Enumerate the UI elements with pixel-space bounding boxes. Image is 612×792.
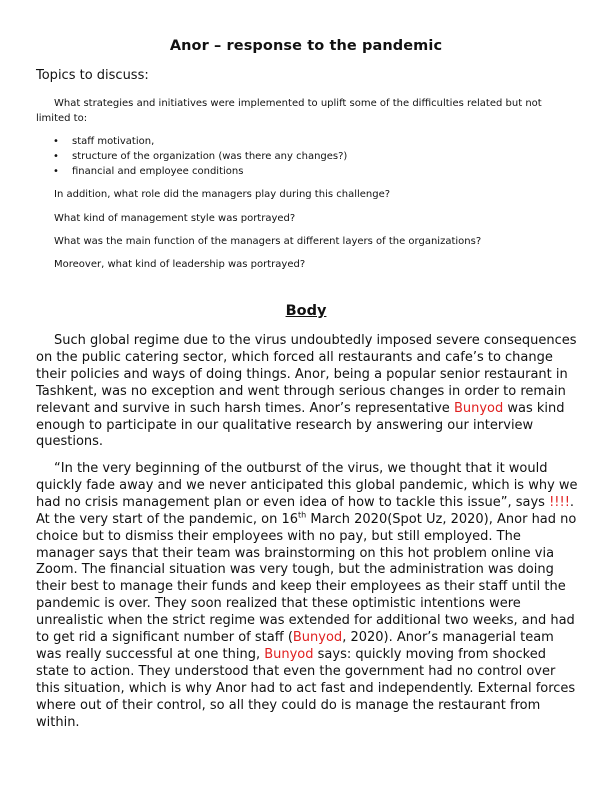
name-highlight: Bunyod: [264, 646, 314, 662]
name-highlight: Bunyod: [453, 400, 504, 416]
name-highlight: Bunyod: [292, 630, 343, 646]
topics-bullet-list: [36, 134, 576, 179]
body-paragraph-1: Such global regime due to the virus undoubtedly imposed severe consequences on the public catering sector, which forced all restaurants and cafe’s to change their policies and ways of doing things. Anor, being a popular senior restaurant in Tashkent, was no exception and went through serious changes in order to remain relevant and survive in such harsh times. Anor’s representative Bunyod was kind enough to participate in our qualitative research by answering our interview questions.: [36, 333, 577, 450]
body-heading: Body: [285, 303, 327, 319]
question-line: What kind of management style was portrayed?: [54, 213, 296, 224]
intro-question: What strategies and initiatives were implemented to uplift some of the difficulties related but not limited to:: [36, 98, 542, 124]
body-paragraph-2: “In the very beginning of the outburst of the virus, we thought that it would quickly fade away and we never anticipated this global pandemic, which is why we had no crisis management plan or even idea of how to tackle this issue”, says !!!!. At the very start of the pandemic, on 16th March 2020(Spot Uz, 2020), Anor had no choice but to dismiss their employees with no pay, but still employed. The manager says that their team was brainstorming on this hot problem online via Zoom. The financial situation was very tough, but the administration was doing their best to manage their funds and keep their employees as their staff until the pandemic is over. They soon realized that these optimistic intentions were unrealistic when the strict regime was extended for additional two weeks, and had to get rid a significant number of staff (Bunyod, 2020). Anor’s managerial team was really successful at one thing, Bunyod says: quickly moving from shocked state to action. They understood that even the government had no control over this situation, which is why Anor had to act fast and independently. External forces where out of their control, so all they could do is manage the restaurant from within.: [36, 461, 578, 730]
document-title: Anor – response to the pandemic: [169, 38, 443, 54]
placeholder-marks: !!!!: [549, 494, 570, 510]
bullet-item: • staff motivation,: [53, 136, 155, 147]
topics-heading: Topics to discuss:: [36, 68, 149, 83]
bullet-dot: •: [53, 151, 59, 162]
question-line: In addition, what role did the managers play during this challenge?: [54, 189, 391, 200]
bullet-dot: •: [53, 136, 59, 147]
bullet-item: • financial and employee conditions: [53, 166, 244, 177]
bullet-item: • structure of the organization (was there any changes?): [53, 151, 348, 162]
question-line: What was the main function of the managers at different layers of the organizations?: [54, 236, 482, 247]
bullet-dot: •: [53, 166, 59, 177]
question-line: Moreover, what kind of leadership was portrayed?: [54, 259, 306, 270]
